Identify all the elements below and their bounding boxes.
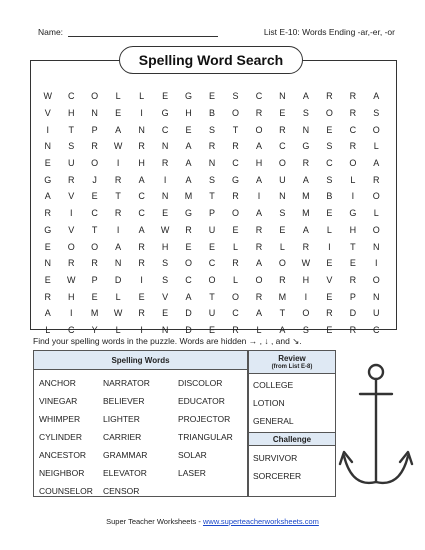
grid-letter[interactable]: E	[279, 108, 286, 119]
grid-letter[interactable]: C	[67, 324, 75, 335]
grid-row	[36, 121, 388, 138]
grid-letter[interactable]: D	[114, 274, 122, 285]
grid-letter[interactable]: P	[91, 124, 98, 135]
grid-letter[interactable]: R	[232, 324, 239, 335]
grid-letter[interactable]: I	[140, 108, 143, 119]
grid-letter[interactable]: G	[185, 208, 193, 219]
grid-letter[interactable]: M	[90, 308, 99, 319]
grid-row	[36, 105, 388, 122]
grid-letter[interactable]: S	[302, 108, 309, 119]
grid-letter[interactable]: R	[91, 141, 98, 152]
grid-letter[interactable]: W	[301, 258, 311, 269]
grid-letter[interactable]: C	[232, 158, 239, 169]
grid-letter[interactable]: H	[185, 108, 192, 119]
grid-letter[interactable]: E	[162, 91, 169, 102]
grid-letter[interactable]: N	[44, 258, 51, 269]
grid-letter[interactable]: H	[302, 274, 310, 285]
grid-row	[36, 88, 388, 105]
grid-letter[interactable]: A	[185, 291, 192, 302]
grid-letter[interactable]: O	[91, 91, 99, 102]
grid-letter[interactable]: R	[255, 291, 263, 302]
grid-letter[interactable]: M	[184, 191, 193, 202]
spelling-word: COUNSELOR	[39, 486, 93, 496]
grid-letter[interactable]: P	[349, 291, 356, 302]
anchor-icon	[338, 360, 414, 500]
grid-letter[interactable]: O	[255, 124, 263, 135]
grid-letter[interactable]: A	[255, 258, 262, 269]
grid-letter[interactable]: O	[278, 158, 286, 169]
grid-letter[interactable]: R	[91, 258, 98, 269]
grid-letter[interactable]: O	[372, 224, 380, 235]
grid-row	[36, 205, 388, 222]
grid-letter[interactable]: R	[67, 258, 75, 269]
grid-letter[interactable]: R	[138, 308, 145, 319]
grid-letter[interactable]: E	[185, 124, 192, 135]
header	[38, 27, 395, 41]
grid-letter[interactable]: V	[44, 108, 51, 119]
grid-letter[interactable]: E	[44, 274, 51, 285]
grid-letter[interactable]: N	[208, 158, 216, 169]
grid-letter[interactable]: W	[43, 91, 52, 102]
grid-letter[interactable]: H	[138, 158, 145, 169]
grid-letter[interactable]: R	[114, 174, 122, 185]
grid-letter[interactable]: R	[349, 108, 357, 119]
grid-letter[interactable]: S	[232, 91, 239, 102]
spelling-word: BELIEVER	[103, 396, 145, 406]
grid-letter[interactable]: A	[185, 174, 192, 185]
grid-letter[interactable]: S	[162, 274, 169, 285]
grid-letter[interactable]: R	[326, 91, 333, 102]
grid-letter[interactable]: V	[326, 274, 333, 285]
grid-letter[interactable]: C	[138, 208, 145, 219]
grid-letter[interactable]: G	[44, 174, 52, 185]
grid-letter[interactable]: I	[257, 191, 261, 202]
grid-letter[interactable]: O	[231, 291, 239, 302]
grid-letter[interactable]: I	[116, 224, 120, 235]
grid-letter[interactable]: A	[185, 158, 192, 169]
grid-letter[interactable]: E	[91, 291, 98, 302]
grid-letter[interactable]: S	[302, 324, 309, 335]
grid-letter[interactable]: A	[44, 191, 51, 202]
grid-letter[interactable]: I	[116, 158, 120, 169]
grid-letter[interactable]: E	[326, 291, 333, 302]
grid-letter[interactable]: R	[255, 108, 263, 119]
grid-letter[interactable]: H	[67, 108, 75, 119]
grid-letter[interactable]: A	[302, 224, 309, 235]
spelling-words-panel	[33, 350, 248, 497]
grid-letter[interactable]: T	[115, 191, 121, 202]
review-word: COLLEGE	[253, 380, 294, 390]
grid-letter[interactable]: R	[302, 158, 310, 169]
grid-row	[36, 272, 388, 289]
grid-letter[interactable]: R	[326, 308, 333, 319]
grid-letter[interactable]: N	[302, 124, 310, 135]
spelling-word	[178, 484, 248, 498]
grid-letter[interactable]: L	[232, 241, 238, 252]
grid-letter[interactable]: I	[351, 191, 355, 202]
grid-letter[interactable]: R	[208, 141, 216, 152]
list-label: List E-10: Words Ending -ar,-er, -or	[263, 27, 395, 37]
grid-letter[interactable]: R	[373, 174, 380, 185]
grid-letter[interactable]: E	[279, 224, 286, 235]
grid-letter[interactable]: R	[138, 141, 145, 152]
grid-letter[interactable]: G	[185, 91, 193, 102]
grid-letter[interactable]: L	[326, 224, 332, 235]
grid-letter[interactable]: L	[115, 291, 121, 302]
grid-letter[interactable]: T	[68, 124, 74, 135]
grid-letter[interactable]: I	[140, 274, 143, 285]
grid-letter[interactable]: R	[185, 224, 192, 235]
grid-letter[interactable]: N	[161, 191, 169, 202]
grid-letter[interactable]: A	[255, 308, 262, 319]
grid-letter[interactable]: V	[68, 191, 75, 202]
grid-letter[interactable]: R	[161, 158, 169, 169]
grid-letter[interactable]: I	[328, 241, 331, 252]
grid-letter[interactable]: P	[91, 274, 98, 285]
grid-letter[interactable]: S	[326, 141, 333, 152]
grid-letter[interactable]: E	[185, 241, 192, 252]
grid-row	[36, 255, 388, 272]
grid-row	[36, 238, 388, 255]
grid-letter[interactable]: R	[279, 274, 286, 285]
grid-letter[interactable]: G	[44, 224, 52, 235]
grid-letter[interactable]: E	[326, 124, 333, 135]
grid-letter[interactable]: C	[232, 308, 239, 319]
spelling-word: LIGHTER	[103, 414, 140, 424]
grid-row	[36, 155, 388, 172]
grid-letter[interactable]: T	[232, 124, 239, 135]
grid-letter[interactable]: L	[115, 324, 121, 335]
grid-letter[interactable]: A	[302, 91, 309, 102]
spelling-word: TRIANGULAR	[178, 432, 233, 442]
grid-letter[interactable]: S	[68, 141, 75, 152]
grid-letter[interactable]: I	[46, 124, 49, 135]
grid-letter[interactable]: N	[44, 141, 51, 152]
spelling-words-heading: Spelling Words	[34, 351, 247, 370]
grid-letter[interactable]: G	[231, 174, 239, 185]
grid-letter[interactable]: R	[44, 291, 51, 302]
grid-letter[interactable]: N	[279, 91, 286, 102]
grid-letter[interactable]: I	[69, 308, 73, 319]
grid-letter[interactable]: R	[114, 208, 122, 219]
letter-grid	[36, 88, 388, 338]
grid-letter[interactable]: A	[115, 241, 122, 252]
grid-letter[interactable]: A	[185, 141, 192, 152]
grid-row	[36, 288, 388, 305]
grid-letter[interactable]: T	[91, 224, 98, 235]
spelling-word: EDUCATOR	[178, 396, 225, 406]
footer	[0, 517, 425, 526]
grid-letter[interactable]: T	[209, 291, 215, 302]
grid-letter[interactable]: N	[161, 141, 169, 152]
grid-letter[interactable]: R	[232, 258, 239, 269]
grid-letter[interactable]: E	[115, 108, 122, 119]
grid-letter[interactable]: S	[209, 174, 216, 185]
grid-row	[36, 171, 388, 188]
grid-letter[interactable]: E	[162, 208, 169, 219]
grid-letter[interactable]: R	[255, 224, 263, 235]
grid-letter[interactable]: L	[279, 241, 285, 252]
grid-letter[interactable]: I	[304, 291, 308, 302]
grid-letter[interactable]: M	[302, 191, 310, 202]
name-label: Name:	[38, 27, 64, 37]
grid-letter[interactable]: D	[185, 324, 192, 335]
grid-letter[interactable]: N	[161, 324, 169, 335]
review-panel	[248, 350, 336, 497]
grid-letter[interactable]: L	[45, 324, 51, 335]
grid-letter[interactable]: N	[279, 191, 286, 202]
spelling-word: NEIGHBOR	[39, 468, 85, 478]
grid-letter[interactable]: A	[373, 158, 380, 169]
instructions: Find your spelling words in the puzzle. Words are hidden → , ↓ , and ↘.	[33, 336, 302, 346]
review-subheading: (from List E-8)	[271, 363, 313, 370]
grid-letter[interactable]: C	[208, 258, 216, 269]
grid-letter[interactable]: C	[326, 158, 333, 169]
grid-letter[interactable]: R	[232, 141, 239, 152]
grid-letter[interactable]: E	[326, 258, 333, 269]
grid-letter[interactable]: O	[91, 241, 99, 252]
grid-letter[interactable]: W	[160, 224, 170, 235]
challenge-word: SORCERER	[253, 471, 302, 481]
grid-letter[interactable]: A	[44, 308, 51, 319]
grid-letter[interactable]: E	[209, 91, 216, 102]
grid-letter[interactable]: G	[349, 208, 357, 219]
grid-letter[interactable]: O	[372, 124, 380, 135]
grid-letter[interactable]: L	[232, 274, 238, 285]
grid-letter[interactable]: C	[138, 191, 145, 202]
spelling-word: LASER	[178, 468, 206, 478]
grid-letter[interactable]: T	[209, 191, 215, 202]
grid-letter[interactable]: H	[161, 241, 169, 252]
grid-letter[interactable]: C	[67, 91, 75, 102]
grid-letter[interactable]: T	[350, 241, 356, 252]
grid-letter[interactable]: R	[232, 191, 239, 202]
grid-row	[36, 222, 388, 239]
grid-letter[interactable]: U	[279, 174, 286, 185]
grid-letter[interactable]: E	[44, 158, 51, 169]
grid-letter[interactable]: N	[138, 124, 145, 135]
grid-letter[interactable]: A	[255, 141, 262, 152]
grid-letter[interactable]: H	[349, 224, 357, 235]
grid-letter[interactable]: E	[44, 241, 51, 252]
grid-letter[interactable]: B	[209, 108, 216, 119]
grid-letter[interactable]: R	[302, 241, 310, 252]
grid-row	[36, 305, 388, 322]
grid-letter[interactable]: H	[255, 158, 263, 169]
spelling-word: GRAMMAR	[103, 450, 148, 460]
grid-letter[interactable]: N	[91, 108, 98, 119]
grid-letter[interactable]: L	[350, 174, 356, 185]
grid-letter[interactable]: R	[349, 91, 357, 102]
grid-letter[interactable]: C	[255, 91, 263, 102]
grid-letter[interactable]: D	[349, 308, 357, 319]
spelling-word: PROJECTOR	[178, 414, 231, 424]
grid-letter[interactable]: N	[114, 258, 122, 269]
grid-letter[interactable]: O	[67, 241, 75, 252]
grid-letter[interactable]: E	[209, 324, 216, 335]
spelling-word: VINEGAR	[39, 396, 78, 406]
name-line[interactable]	[68, 36, 218, 37]
grid-letter[interactable]: O	[231, 108, 239, 119]
grid-letter[interactable]: U	[208, 224, 216, 235]
grid-letter[interactable]: M	[278, 291, 287, 302]
grid-letter[interactable]: R	[44, 208, 51, 219]
review-heading: Review	[278, 353, 306, 363]
grid-letter[interactable]: W	[113, 141, 123, 152]
grid-letter[interactable]: R	[67, 174, 75, 185]
grid-letter[interactable]: S	[279, 208, 286, 219]
review-word: GENERAL	[253, 416, 294, 426]
grid-letter[interactable]: I	[163, 174, 167, 185]
grid-letter[interactable]: E	[326, 324, 333, 335]
grid-letter[interactable]: S	[326, 174, 333, 185]
grid-letter[interactable]: O	[349, 158, 357, 169]
grid-letter[interactable]: O	[372, 191, 380, 202]
grid-row	[36, 138, 388, 155]
grid-letter[interactable]: L	[373, 141, 379, 152]
grid-letter[interactable]: U	[67, 158, 75, 169]
spelling-word: NARRATOR	[103, 378, 150, 388]
challenge-word: SURVIVOR	[253, 453, 298, 463]
spelling-word: CYLINDER	[39, 432, 82, 442]
spelling-word: ANCESTOR	[39, 450, 87, 460]
grid-letter[interactable]: I	[375, 258, 378, 269]
grid-letter[interactable]: Y	[91, 324, 98, 335]
grid-letter[interactable]: R	[255, 241, 263, 252]
grid-letter[interactable]: G	[302, 141, 310, 152]
grid-letter[interactable]: N	[373, 241, 380, 252]
spelling-word: CARRIER	[103, 432, 142, 442]
grid-letter[interactable]: A	[302, 174, 309, 185]
grid-letter[interactable]: O	[208, 274, 216, 285]
grid-letter[interactable]: P	[209, 208, 216, 219]
grid-letter[interactable]: V	[162, 291, 169, 302]
grid-letter[interactable]: H	[67, 291, 75, 302]
grid-letter[interactable]: B	[326, 191, 333, 202]
spelling-word: ANCHOR	[39, 378, 76, 388]
grid-letter[interactable]: S	[209, 124, 216, 135]
grid-row	[36, 188, 388, 205]
grid-letter[interactable]: O	[372, 274, 380, 285]
grid-letter[interactable]: E	[349, 258, 356, 269]
review-word: LOTION	[253, 398, 285, 408]
grid-letter[interactable]: O	[255, 274, 263, 285]
grid-letter[interactable]: A	[138, 174, 145, 185]
grid-letter[interactable]: O	[325, 108, 333, 119]
grid-letter[interactable]: R	[279, 124, 286, 135]
grid-letter[interactable]: R	[349, 324, 357, 335]
grid-letter[interactable]: C	[91, 208, 98, 219]
grid-letter[interactable]: I	[69, 208, 73, 219]
challenge-heading: Challenge	[249, 432, 335, 446]
grid-letter[interactable]: A	[255, 174, 262, 185]
grid-letter[interactable]: A	[373, 91, 380, 102]
spelling-word: SOLAR	[178, 450, 207, 460]
grid-letter[interactable]: L	[373, 208, 379, 219]
review-heading-block	[249, 351, 335, 374]
grid-letter[interactable]: W	[66, 274, 76, 285]
spelling-word: CENSOR	[103, 486, 140, 496]
grid-letter[interactable]: O	[302, 308, 310, 319]
page-title: Spelling Word Search	[119, 46, 303, 74]
grid-letter[interactable]: A	[255, 208, 262, 219]
spelling-words-list	[34, 370, 247, 498]
grid-letter[interactable]: M	[302, 208, 310, 219]
grid-letter[interactable]: R	[138, 241, 145, 252]
grid-letter[interactable]: R	[349, 141, 357, 152]
grid-letter[interactable]: C	[161, 124, 169, 135]
grid-letter[interactable]: S	[162, 258, 169, 269]
spelling-word: ELEVATOR	[103, 468, 147, 478]
grid-letter[interactable]: S	[373, 108, 380, 119]
grid-letter[interactable]: A	[279, 324, 286, 335]
spelling-word: DISCOLOR	[178, 378, 223, 388]
grid-letter[interactable]: L	[139, 91, 145, 102]
grid-letter[interactable]: A	[138, 224, 145, 235]
grid-letter[interactable]: A	[115, 124, 122, 135]
grid-letter[interactable]: U	[373, 308, 380, 319]
footer-link[interactable]: www.superteacherworksheets.com	[202, 517, 319, 526]
grid-letter[interactable]: E	[91, 191, 98, 202]
grid-letter[interactable]: C	[279, 141, 286, 152]
grid-letter[interactable]: U	[208, 308, 216, 319]
grid-letter[interactable]: E	[232, 224, 239, 235]
grid-letter[interactable]: E	[326, 208, 333, 219]
grid-letter[interactable]: C	[349, 124, 357, 135]
grid-letter[interactable]: C	[185, 274, 192, 285]
grid-letter[interactable]: G	[161, 108, 169, 119]
grid-letter[interactable]: E	[138, 291, 145, 302]
grid-letter[interactable]: C	[373, 324, 380, 335]
grid-letter[interactable]: R	[349, 274, 357, 285]
grid-letter[interactable]: O	[91, 158, 99, 169]
grid-letter[interactable]: O	[278, 258, 286, 269]
grid-letter[interactable]: L	[115, 91, 121, 102]
grid-letter[interactable]: D	[185, 308, 192, 319]
grid-letter[interactable]: O	[231, 208, 239, 219]
grid-letter[interactable]: W	[113, 308, 123, 319]
grid-letter[interactable]: O	[185, 258, 193, 269]
grid-letter[interactable]: N	[373, 291, 380, 302]
grid-letter[interactable]: V	[68, 224, 75, 235]
footer-prefix: Super Teacher Worksheets -	[106, 517, 203, 526]
grid-letter[interactable]: E	[162, 308, 169, 319]
grid-letter[interactable]: L	[256, 324, 262, 335]
spelling-word: WHIMPER	[39, 414, 81, 424]
grid-letter[interactable]: I	[140, 324, 143, 335]
grid-letter[interactable]: R	[138, 258, 145, 269]
grid-letter[interactable]: E	[209, 241, 216, 252]
grid-letter[interactable]: J	[92, 174, 97, 185]
grid-letter[interactable]: T	[279, 308, 286, 319]
